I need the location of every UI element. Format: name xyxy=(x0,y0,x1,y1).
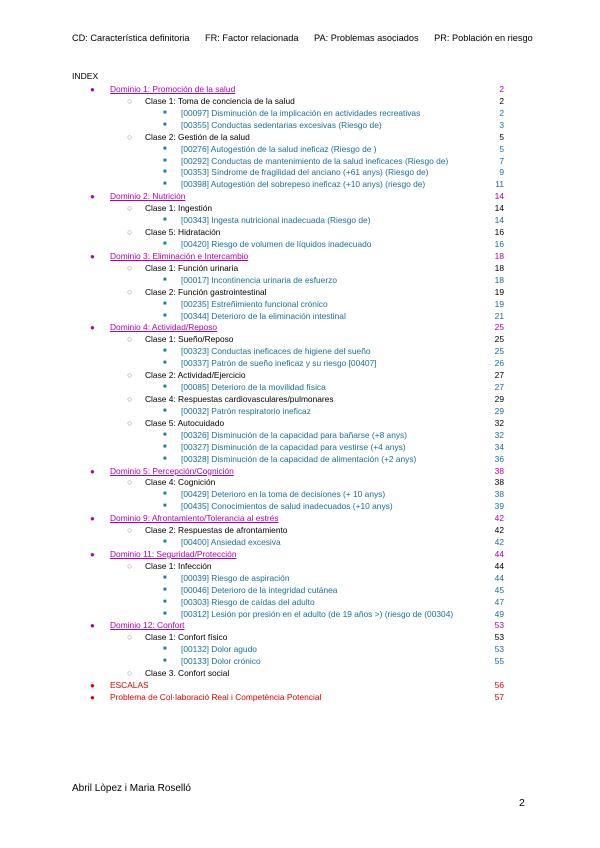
toc-page-number[interactable]: 7 xyxy=(499,155,504,166)
square-bullet-icon: ■ xyxy=(163,312,167,319)
toc-page-number[interactable]: 3 xyxy=(499,119,504,130)
toc-diagnosis-link[interactable] xyxy=(72,120,504,132)
hollow-bullet-icon: ○ xyxy=(127,227,133,238)
toc-section-link[interactable] xyxy=(72,692,504,704)
toc-diagnosis-link[interactable] xyxy=(72,573,504,585)
filled-bullet-icon: ● xyxy=(90,251,95,261)
toc-entry-text[interactable]: [00312] Lesión por presión en el adulto (de 19 años >) (riesgo de (00304) xyxy=(181,608,454,619)
toc-page-number[interactable]: 38 xyxy=(494,477,504,488)
square-bullet-icon: ■ xyxy=(163,443,167,450)
toc-entry-text[interactable]: [00292] Conductas de mantenimiento de la salud ineficaces (Riesgo de) xyxy=(181,155,449,166)
toc-page-number[interactable]: 47 xyxy=(494,596,504,607)
hollow-bullet-icon: ○ xyxy=(127,560,133,571)
toc-class-link[interactable] xyxy=(72,561,504,573)
toc-entry-text[interactable]: Clase 1: Ingestión xyxy=(145,203,213,214)
toc-class-link[interactable] xyxy=(72,525,504,537)
toc-page-number[interactable]: 29 xyxy=(494,405,504,416)
toc-entry-text[interactable]: [00323] Conductas ineficaces de higiene del sueño xyxy=(181,346,371,357)
toc-entry-text[interactable]: Dominio 4: Actividad/Reposo xyxy=(110,322,218,333)
square-bullet-icon: ■ xyxy=(163,217,167,224)
toc-diagnosis-link[interactable] xyxy=(72,454,504,466)
toc-page-number[interactable]: 44 xyxy=(494,572,504,583)
toc-entry-text[interactable]: Clase 5: Hidratación xyxy=(145,227,221,238)
toc-entry-text[interactable]: Dominio 5: Percepción/Cognición xyxy=(110,465,234,476)
toc-entry-text[interactable]: [00235] Estreñimiento funcional crónico xyxy=(181,298,328,309)
square-bullet-icon: ■ xyxy=(163,503,167,510)
toc-diagnosis-link[interactable] xyxy=(72,382,504,394)
toc-class-link[interactable] xyxy=(72,418,504,430)
toc-page-number[interactable]: 42 xyxy=(494,537,504,548)
toc-page-number[interactable]: 29 xyxy=(494,393,504,404)
toc-entry-text[interactable]: [00353] Síndrome de fragilidad del anciano (+61 anys) (Riesgo de) xyxy=(181,167,429,178)
square-bullet-icon: ■ xyxy=(163,145,167,152)
hollow-bullet-icon: ○ xyxy=(127,334,133,345)
toc-entry-text[interactable]: [00085] Deterioro de la movilidad física xyxy=(181,382,326,393)
toc-domain-link[interactable] xyxy=(72,191,504,203)
toc-entry-text[interactable]: Dominio 2: Nutrición xyxy=(110,191,186,202)
square-bullet-icon: ■ xyxy=(163,491,167,498)
square-bullet-icon: ■ xyxy=(163,646,167,653)
toc-page-number[interactable]: 36 xyxy=(494,453,504,464)
square-bullet-icon: ■ xyxy=(163,455,167,462)
toc-page-number[interactable]: 53 xyxy=(494,644,504,655)
toc-page-number[interactable]: 32 xyxy=(494,429,504,440)
filled-bullet-icon: ● xyxy=(90,192,95,202)
toc-page-number[interactable]: 57 xyxy=(494,692,504,703)
hollow-bullet-icon: ○ xyxy=(127,286,133,297)
filled-bullet-icon: ● xyxy=(90,681,95,691)
toc-class-link[interactable] xyxy=(72,132,504,144)
hollow-bullet-icon: ○ xyxy=(127,131,133,142)
toc-section-link[interactable] xyxy=(72,680,504,692)
header-legend-cd: CD: Característica definitoria xyxy=(72,33,190,43)
square-bullet-icon: ■ xyxy=(163,276,167,283)
toc-page-number[interactable]: 56 xyxy=(494,680,504,691)
toc-diagnosis-link[interactable] xyxy=(72,275,504,287)
toc-page-number[interactable]: 18 xyxy=(494,250,504,261)
toc-page-number[interactable]: 9 xyxy=(499,167,504,178)
square-bullet-icon: ■ xyxy=(163,384,167,391)
toc-class-link[interactable] xyxy=(72,334,504,346)
toc-entry-text[interactable]: [00420] Riesgo de volumen de líquidos inadecuado xyxy=(181,238,372,249)
toc-page-number[interactable]: 38 xyxy=(494,465,504,476)
toc-page-number[interactable]: 25 xyxy=(494,346,504,357)
toc-class-link[interactable] xyxy=(72,263,504,275)
toc-page-number[interactable]: 42 xyxy=(494,513,504,524)
toc-entry-text[interactable]: Clase 2: Actividad/Ejercicio xyxy=(145,370,246,381)
toc-entry-text[interactable]: Clase 4: Respuestas cardiovasculares/pulmonares xyxy=(145,393,334,404)
toc-page-number[interactable]: 14 xyxy=(494,191,504,202)
header-legend-pa: PA: Problemas asociados xyxy=(314,33,419,43)
hollow-bullet-icon: ○ xyxy=(127,632,133,643)
toc-diagnosis-link[interactable] xyxy=(72,597,504,609)
toc-entry-text[interactable]: [00276] Autogestión de la salud ineficaz (Riesgo de ) xyxy=(181,143,377,154)
toc-entry-text[interactable]: [00398] Autogestión del sobrepeso ineficaz (+10 anys) (riesgo de) xyxy=(181,179,426,190)
hollow-bullet-icon: ○ xyxy=(127,417,133,428)
hollow-bullet-icon: ○ xyxy=(127,95,133,106)
toc-entry-text[interactable]: [00400] Ansiedad excesiva xyxy=(181,537,281,548)
toc-diagnosis-link[interactable] xyxy=(72,609,504,621)
toc-domain-link[interactable] xyxy=(72,513,504,525)
toc-diagnosis-link[interactable] xyxy=(72,299,504,311)
toc-entry-text[interactable]: [00046] Deterioro de la integridad cutánea xyxy=(181,584,338,595)
toc-entry-text[interactable]: Dominio 9: Afrontamiento/Tolerancia al estrés xyxy=(110,513,279,524)
toc-page-number[interactable]: 2 xyxy=(499,95,504,106)
toc-page-number[interactable]: 19 xyxy=(494,298,504,309)
filled-bullet-icon: ● xyxy=(90,693,95,703)
toc-page-number[interactable]: 5 xyxy=(499,131,504,142)
toc-class-link[interactable] xyxy=(72,287,504,299)
square-bullet-icon: ■ xyxy=(163,598,167,605)
toc-diagnosis-link[interactable] xyxy=(72,358,504,370)
toc-page-number[interactable]: 5 xyxy=(499,143,504,154)
toc-entry-text[interactable]: [00133] Dolor crónico xyxy=(181,656,261,667)
filled-bullet-icon: ● xyxy=(90,85,95,94)
page-header xyxy=(72,33,546,43)
toc-class-link[interactable] xyxy=(72,668,504,680)
hollow-bullet-icon: ○ xyxy=(127,393,133,404)
hollow-bullet-icon: ○ xyxy=(127,203,133,214)
toc-diagnosis-link[interactable] xyxy=(72,442,504,454)
toc-diagnosis-link[interactable] xyxy=(72,239,504,251)
toc-page-number[interactable]: 53 xyxy=(494,632,504,643)
toc-entry-text[interactable]: Clase 1: Sueño/Reposo xyxy=(145,334,234,345)
toc-page-number[interactable]: 49 xyxy=(494,608,504,619)
toc-page-number[interactable]: 11 xyxy=(495,179,504,190)
toc-diagnosis-link[interactable] xyxy=(72,144,504,156)
square-bullet-icon: ■ xyxy=(163,157,167,164)
footer-page-number: 2 xyxy=(519,797,525,809)
toc-domain-link[interactable] xyxy=(72,620,504,632)
toc-diagnosis-link[interactable] xyxy=(72,346,504,358)
toc-page-number[interactable]: 18 xyxy=(494,274,504,285)
toc-diagnosis-link[interactable] xyxy=(72,167,504,179)
toc-entry-text[interactable]: Clase 2: Función gastrointestinal xyxy=(145,286,267,297)
square-bullet-icon: ■ xyxy=(163,360,167,367)
toc-entry-text[interactable]: [00132] Dolor agudo xyxy=(181,644,257,655)
hollow-bullet-icon: ○ xyxy=(127,370,133,381)
toc-diagnosis-link[interactable] xyxy=(72,644,504,656)
toc-page-number[interactable]: 16 xyxy=(494,227,504,238)
toc-page-number[interactable]: 53 xyxy=(494,620,504,631)
toc-page-number[interactable]: 14 xyxy=(494,203,504,214)
square-bullet-icon: ■ xyxy=(163,240,167,247)
toc-page-number[interactable]: 25 xyxy=(494,334,504,345)
toc-entry-text[interactable]: Clase 1: Función urinaria xyxy=(145,262,239,273)
square-bullet-icon: ■ xyxy=(163,539,167,546)
toc-entry-text[interactable]: Clase 4: Cognición xyxy=(145,477,216,488)
toc-entry-text[interactable]: [00097] Disminución de la implicación en actividades recreativas xyxy=(181,107,421,118)
toc-entry-text[interactable]: [00343] Ingesta nutricional inadecuada (Riesgo de) xyxy=(181,215,371,226)
toc-entry-text[interactable]: [00017] Incontinencia urinaria de esfuerzo xyxy=(181,274,337,285)
toc-page-number[interactable]: 44 xyxy=(494,560,504,571)
toc-domain-link[interactable] xyxy=(72,466,504,478)
filled-bullet-icon: ● xyxy=(90,323,95,333)
square-bullet-icon: ■ xyxy=(163,300,167,307)
toc-entry-text[interactable]: Clase 2: Respuestas de afrontamiento xyxy=(145,525,288,536)
toc-page-number[interactable]: 42 xyxy=(494,525,504,536)
square-bullet-icon: ■ xyxy=(163,610,167,617)
toc-page-number[interactable]: 45 xyxy=(494,584,504,595)
toc-page-number[interactable]: 55 xyxy=(494,656,504,667)
toc-diagnosis-link[interactable] xyxy=(72,489,504,501)
square-bullet-icon: ■ xyxy=(163,348,167,355)
toc-entry-text[interactable]: Clase 5: Autocuidado xyxy=(145,417,225,428)
toc-diagnosis-link[interactable] xyxy=(72,656,504,668)
toc-entry-text[interactable]: [00429] Deterioro en la toma de decisiones (+ 10 anys) xyxy=(181,489,386,500)
square-bullet-icon: ■ xyxy=(163,407,167,414)
toc-domain-link[interactable] xyxy=(72,322,504,334)
toc-entry-text[interactable]: [00326] Disminución de la capacidad para bañarse (+8 anys) xyxy=(181,429,408,440)
hollow-bullet-icon: ○ xyxy=(127,262,133,273)
toc-entry-text[interactable]: [00337] Patrón de sueño ineficaz y su riesgo [00407] xyxy=(181,358,377,369)
toc-class-link[interactable] xyxy=(72,394,504,406)
toc-class-link[interactable] xyxy=(72,203,504,215)
filled-bullet-icon: ● xyxy=(90,466,95,476)
toc-diagnosis-link[interactable] xyxy=(72,537,504,549)
toc-entry-text[interactable]: [00032] Patrón respiratorio ineficaz xyxy=(181,405,311,416)
square-bullet-icon: ■ xyxy=(163,658,167,665)
toc-page-number[interactable]: 27 xyxy=(494,382,504,393)
toc-entry-text[interactable]: Clase 3. Confort social xyxy=(145,668,230,679)
hollow-bullet-icon: ○ xyxy=(127,477,133,488)
header-legend-fr: FR: Factor relacionada xyxy=(205,33,299,43)
toc-entry-text[interactable]: Dominio 11: Seguridad/Protección xyxy=(110,548,237,559)
toc-entry-text[interactable]: ESCALAS xyxy=(110,680,149,691)
toc-page-number[interactable]: 18 xyxy=(494,262,504,273)
toc-entry-text[interactable]: Dominio 12: Confort xyxy=(110,620,185,631)
toc-entry-text[interactable]: Dominio 1: Promoción de la salud xyxy=(110,84,236,94)
hollow-bullet-icon: ○ xyxy=(127,525,133,536)
filled-bullet-icon: ● xyxy=(90,549,95,559)
toc-entry-text[interactable]: Problema de Col·laboració Real i Competència Potencial xyxy=(110,692,322,703)
toc-diagnosis-link[interactable] xyxy=(72,430,504,442)
table-of-contents xyxy=(72,84,504,704)
toc-class-link[interactable] xyxy=(72,632,504,644)
toc-entry-text[interactable]: Dominio 3: Eliminación e Intercambio xyxy=(110,250,249,261)
toc-domain-link[interactable] xyxy=(72,549,504,561)
toc-diagnosis-link[interactable] xyxy=(72,406,504,418)
toc-page-number[interactable]: 2 xyxy=(499,84,504,94)
toc-entry-text[interactable]: Clase 1: Toma de conciencia de la salud xyxy=(145,95,295,106)
toc-page-number[interactable]: 16 xyxy=(494,238,504,249)
toc-page-number[interactable]: 2 xyxy=(499,107,504,118)
toc-domain-link[interactable] xyxy=(72,84,504,96)
toc-entry-text[interactable]: Clase 1: Infección xyxy=(145,560,212,571)
toc-page-number[interactable]: 44 xyxy=(494,548,504,559)
toc-entry-text[interactable]: Clase 1: Confort físico xyxy=(145,632,228,643)
toc-diagnosis-link[interactable] xyxy=(72,108,504,120)
toc-diagnosis-link[interactable] xyxy=(72,311,504,323)
toc-domain-link[interactable] xyxy=(72,251,504,263)
square-bullet-icon: ■ xyxy=(163,169,167,176)
toc-diagnosis-link[interactable] xyxy=(72,179,504,191)
toc-entry-text[interactable]: Clase 2: Gestión de la salud xyxy=(145,131,250,142)
toc-class-link[interactable] xyxy=(72,227,504,239)
toc-entry-text[interactable]: [00435] Conocimientos de salud inadecuados (+10 anys) xyxy=(181,501,393,512)
square-bullet-icon: ■ xyxy=(163,431,167,438)
toc-entry-text[interactable]: [00344] Deterioro de la eliminación intestinal xyxy=(181,310,346,321)
toc-page-number[interactable]: 26 xyxy=(494,358,504,369)
toc-page-number[interactable]: 32 xyxy=(494,417,504,428)
toc-diagnosis-link[interactable] xyxy=(72,501,504,513)
square-bullet-icon: ■ xyxy=(163,574,167,581)
footer-author: Abril Lòpez i Maria Roselló xyxy=(72,783,191,794)
toc-page-number[interactable]: 14 xyxy=(494,215,504,226)
toc-page-number[interactable]: 25 xyxy=(494,322,504,333)
toc-class-link[interactable] xyxy=(72,370,504,382)
toc-page-number[interactable]: 21 xyxy=(494,310,504,321)
toc-diagnosis-link[interactable] xyxy=(72,585,504,597)
filled-bullet-icon: ● xyxy=(90,514,95,524)
toc-diagnosis-link[interactable] xyxy=(72,156,504,168)
square-bullet-icon: ■ xyxy=(163,586,167,593)
square-bullet-icon: ■ xyxy=(163,109,167,116)
square-bullet-icon: ■ xyxy=(163,121,167,128)
toc-diagnosis-link[interactable] xyxy=(72,215,504,227)
toc-class-link[interactable] xyxy=(72,477,504,489)
filled-bullet-icon: ● xyxy=(90,621,95,631)
toc-entry-text[interactable]: [00328] Disminución de la capacidad de alimentación (+2 anys) xyxy=(181,453,417,464)
square-bullet-icon: ■ xyxy=(163,181,167,188)
header-legend-pr: PR: Población en riesgo xyxy=(434,33,533,43)
toc-class-link[interactable] xyxy=(72,96,504,108)
toc-page-number[interactable]: 38 xyxy=(494,489,504,500)
hollow-bullet-icon: ○ xyxy=(127,668,133,679)
toc-page-number[interactable]: 39 xyxy=(494,501,504,512)
index-title: INDEX xyxy=(72,71,99,81)
toc-entry-text[interactable]: [00039] Riesgo de aspiración xyxy=(181,572,290,583)
toc-entry-text[interactable]: [00355] Conductas sedentarias excesivas (Riesgo de) xyxy=(181,119,382,130)
toc-entry-text[interactable]: [00303] Riesgo de caídas del adulto xyxy=(181,596,315,607)
toc-page-number[interactable]: 27 xyxy=(494,370,504,381)
toc-page-number[interactable]: 34 xyxy=(494,441,504,452)
toc-entry-text[interactable]: [00327] Disminución de la capacidad para vestirse (+4 anys) xyxy=(181,441,406,452)
toc-page-number[interactable]: 19 xyxy=(494,286,504,297)
